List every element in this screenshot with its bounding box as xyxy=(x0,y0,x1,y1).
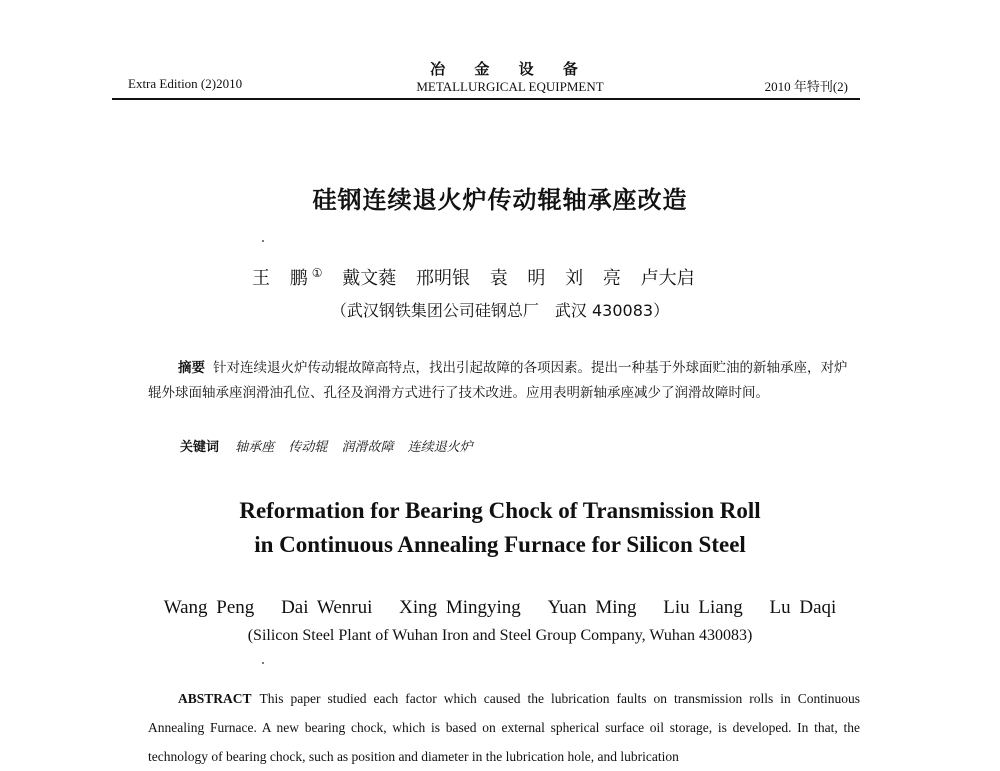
abstract-label-cn: 摘要 xyxy=(178,360,205,376)
running-header-right: 2010 年特刊(2) xyxy=(764,79,848,94)
abstract-text-cn: 针对连续退火炉传动辊故障高特点，找出引起故障的各项因素。提出一种基于外球面贮油的新轴承座，对炉辊外球面轴承座润滑油孔位、孔径及润滑方式进行了技术改进。应用表明新轴承座减少了润滑故障时间。 xyxy=(148,360,848,401)
author-cn: 戴文蕤 xyxy=(342,268,397,289)
author-cn: 刘 亮 xyxy=(565,268,621,289)
author-list-en xyxy=(0,597,1000,619)
title-line: Reformation for Bearing Chock of Transmission Roll xyxy=(239,498,761,523)
scan-speck xyxy=(262,662,264,664)
keyword: 润滑故障 xyxy=(341,440,394,455)
abstract-en xyxy=(148,684,860,771)
author-cn: 卢大启 xyxy=(640,268,695,289)
footnote-marker: ① xyxy=(311,266,323,280)
paper-title-cn: 硅钢连续退火炉传动辊轴承座改造 xyxy=(312,186,688,214)
journal-name-cn: 冶 金 设 备 xyxy=(430,60,590,78)
keyword: 传动辊 xyxy=(288,440,328,455)
running-header-journal xyxy=(400,58,620,95)
affiliation-en: (Silicon Steel Plant of Wuhan Iron and Steel Group Company, Wuhan 430083) xyxy=(247,627,753,644)
journal-name-en: METALLURGICAL EQUIPMENT xyxy=(416,79,604,94)
running-header-left: Extra Edition (2)2010 xyxy=(128,76,243,91)
author-en: Dai Wenrui xyxy=(281,597,373,618)
author-en: Liu Liang xyxy=(663,597,743,618)
author-cn: 邢明银 xyxy=(415,268,470,289)
keywords-cn xyxy=(180,436,483,455)
keyword: 连续退火炉 xyxy=(407,440,473,455)
paper-title-en xyxy=(0,494,1000,562)
abstract-label-en: ABSTRACT xyxy=(178,691,252,706)
keywords-label-cn: 关键词 xyxy=(180,440,220,455)
affiliation-cn: （武汉钢铁集团公司硅钢总厂 武汉 430083） xyxy=(330,301,670,320)
scan-speck xyxy=(262,240,264,242)
keyword: 轴承座 xyxy=(235,440,275,455)
author-en: Wang Peng xyxy=(163,597,255,618)
header-rule xyxy=(112,98,860,100)
author-list-cn xyxy=(252,264,695,290)
abstract-cn xyxy=(148,356,860,406)
author-en: Xing Mingying xyxy=(399,597,521,618)
author-en: Yuan Ming xyxy=(547,597,637,618)
author-cn: 王 鹏 xyxy=(252,268,308,289)
title-line: in Continuous Annealing Furnace for Silicon Steel xyxy=(254,532,746,557)
author-cn: 袁 明 xyxy=(489,268,546,289)
abstract-text-en: This paper studied each factor which caused the lubrication faults on transmission rolls in Continuous Annealing Furnace. A new bearing chock, which is based on external spherical surface oil storage, is developed. In that, the technology of bearing chock, such as position and diameter in the lubrication hole, and lubrication xyxy=(148,691,860,764)
author-en: Lu Daqi xyxy=(769,597,837,618)
